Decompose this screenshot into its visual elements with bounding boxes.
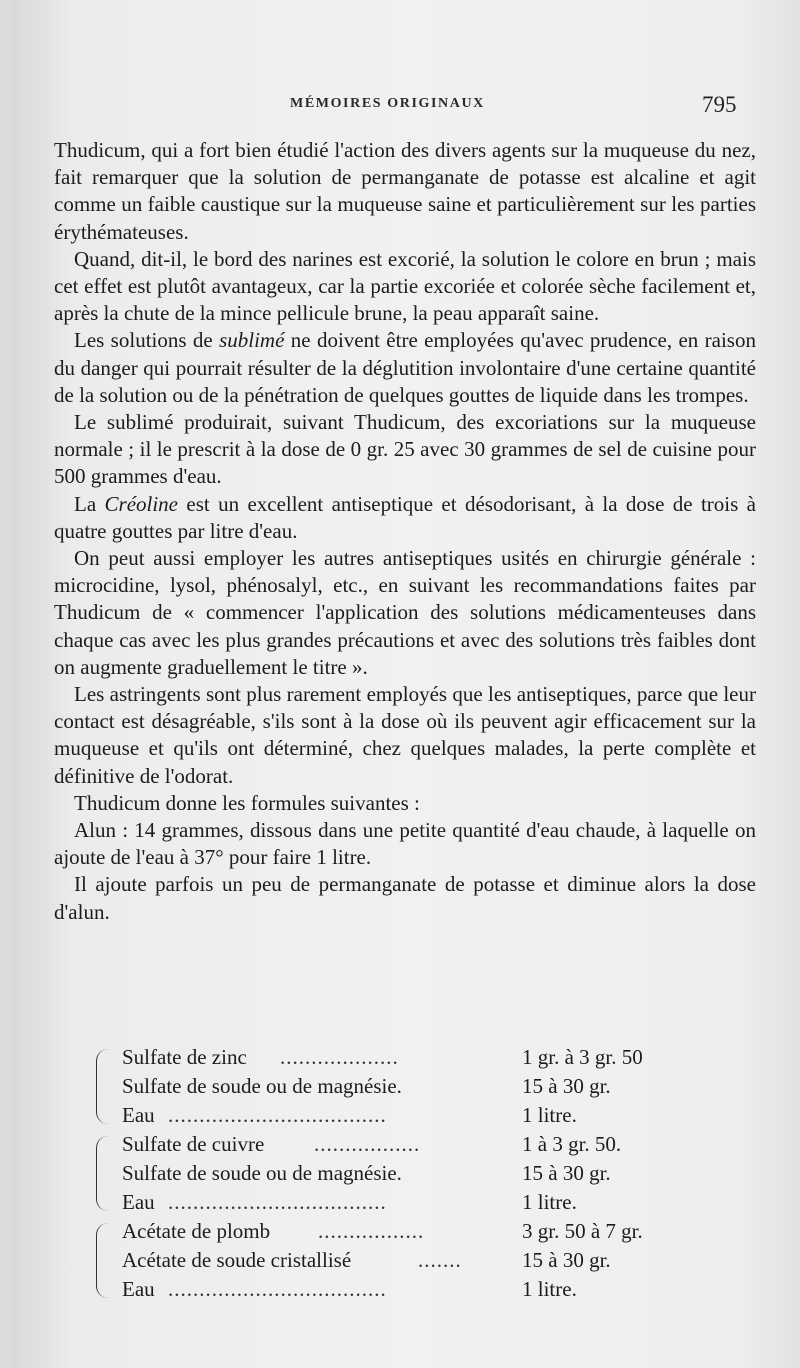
- formula-row: [92, 1188, 712, 1217]
- formula-row: [92, 1043, 712, 1072]
- book-page: [12, 0, 800, 1368]
- leader-dots: .................: [318, 1219, 425, 1243]
- ingredient-quantity: 1 litre.: [522, 1103, 577, 1127]
- ingredient-quantity: 1 litre.: [522, 1190, 577, 1214]
- ingredient-name: Sulfate de soude ou de magnésie.: [122, 1161, 402, 1185]
- ingredient-quantity: 1 gr. à 3 gr. 50: [522, 1045, 643, 1069]
- ingredient-name: Acétate de soude cristallisé: [122, 1248, 352, 1272]
- ingredient-name: Eau: [122, 1103, 155, 1127]
- paragraph-text: La: [74, 491, 105, 516]
- ingredient-name: Eau: [122, 1277, 155, 1301]
- formula-row: [92, 1101, 712, 1130]
- leader-dots: ...................................: [168, 1190, 387, 1214]
- page-number: 795: [702, 92, 737, 117]
- formula-group: [92, 1043, 712, 1130]
- running-title: MÉMOIRES ORIGINAUX: [290, 96, 485, 111]
- ingredient-quantity: 15 à 30 gr.: [522, 1074, 611, 1098]
- paragraph: Les astringents sont plus rarement employés que les antiseptiques, parce que leur contact est désagréable, s'ils sont à la dose où ils peuvent agir efficacement sur la muqueuse et qu'ils ont déterminé, chez quelques malades, la perte complète et définitive de l'odorat.: [54, 682, 756, 788]
- leader-dots: ...................: [280, 1045, 399, 1069]
- formula-row: [92, 1275, 712, 1304]
- paragraph-emphasis: sublimé: [219, 328, 285, 353]
- formula-row: [92, 1159, 712, 1188]
- leader-dots: .................: [314, 1132, 421, 1156]
- paragraph: On peut aussi employer les autres antiseptiques usités en chirurgie générale : microcidine, lysol, phénosalyl, etc., en suivant les recommandations faites par Thudicum de « commencer l'application des solutions médicamenteuses dans chaque cas avec les plus grandes précautions et avec des solutions très faibles dont on augmente graduellement le titre ».: [54, 546, 756, 679]
- ingredient-name: Sulfate de zinc: [122, 1045, 247, 1069]
- paragraph: [54, 327, 756, 409]
- page-header: [12, 92, 800, 122]
- ingredient-name: Eau: [122, 1190, 155, 1214]
- paragraph-text: est un excellent antiseptique et désodorisant, à la dose de trois à quatre gouttes par litre d'eau.: [54, 491, 756, 543]
- paragraph: Thudicum donne les formules suivantes :: [74, 790, 420, 815]
- paragraph: Quand, dit-il, le bord des narines est excorié, la solution le colore en brun ; mais cet effet est plutôt avantageux, car la partie excoriée et colorée sèche facilement et, après la chute de la mince pellicule brune, la peau apparaît saine.: [54, 246, 756, 326]
- paragraph: [54, 491, 756, 545]
- leader-dots: .......: [418, 1248, 462, 1272]
- formula-row: [92, 1072, 712, 1101]
- paragraph-emphasis: Créoline: [104, 491, 179, 516]
- ingredient-name: Sulfate de soude ou de magnésie.: [122, 1074, 402, 1098]
- ingredient-quantity: 15 à 30 gr.: [522, 1161, 611, 1185]
- ingredient-quantity: 1 à 3 gr. 50.: [522, 1132, 622, 1156]
- leader-dots: ...................................: [168, 1277, 387, 1301]
- paragraph: Alun : 14 grammes, dissous dans une petite quantité d'eau chaude, à laquelle on ajoute de l'eau à 37° pour faire 1 litre.: [54, 818, 756, 870]
- ingredient-name: Sulfate de cuivre: [122, 1132, 265, 1156]
- paragraph: Thudicum, qui a fort bien étudié l'action des divers agents sur la muqueuse du nez, fait remarquer que la solution de permanganate de potasse est alcaline et agit comme un faible caustique sur la muqueuse saine et particulièrement sur les parties érythémateuses.: [54, 138, 756, 244]
- formula-group: [92, 1130, 712, 1217]
- ingredient-quantity: 15 à 30 gr.: [522, 1248, 611, 1272]
- formula-row: [92, 1217, 712, 1246]
- paragraph: Le sublimé produirait, suivant Thudicum, des excoriations sur la muqueuse normale ; il le prescrit à la dose de 0 gr. 25 avec 30 grammes de sel de cuisine pour 500 grammes d'eau.: [54, 410, 756, 489]
- ingredient-quantity: 3 gr. 50 à 7 gr.: [522, 1219, 643, 1243]
- leader-dots: ...................................: [168, 1103, 387, 1127]
- formula-group: [92, 1217, 712, 1304]
- paragraph-text: ne doivent être employées qu'avec prudence, en raison du danger qui pourrait résulter de la déglutition involontaire d'une certaine quantité de la solution ou de la pénétration de quelques gouttes de liquide dans les trompes.: [54, 328, 756, 407]
- formula-row: [92, 1246, 712, 1275]
- formula-row: [92, 1130, 712, 1159]
- ingredient-quantity: 1 litre.: [522, 1277, 577, 1301]
- ingredient-name: Acétate de plomb: [122, 1219, 271, 1243]
- paragraph-text: Les solutions de: [74, 328, 220, 353]
- formula-list: [92, 1043, 712, 1304]
- body-text: [54, 137, 756, 926]
- paragraph: Il ajoute parfois un peu de permanganate de potasse et diminue alors la dose d'alun.: [54, 872, 756, 924]
